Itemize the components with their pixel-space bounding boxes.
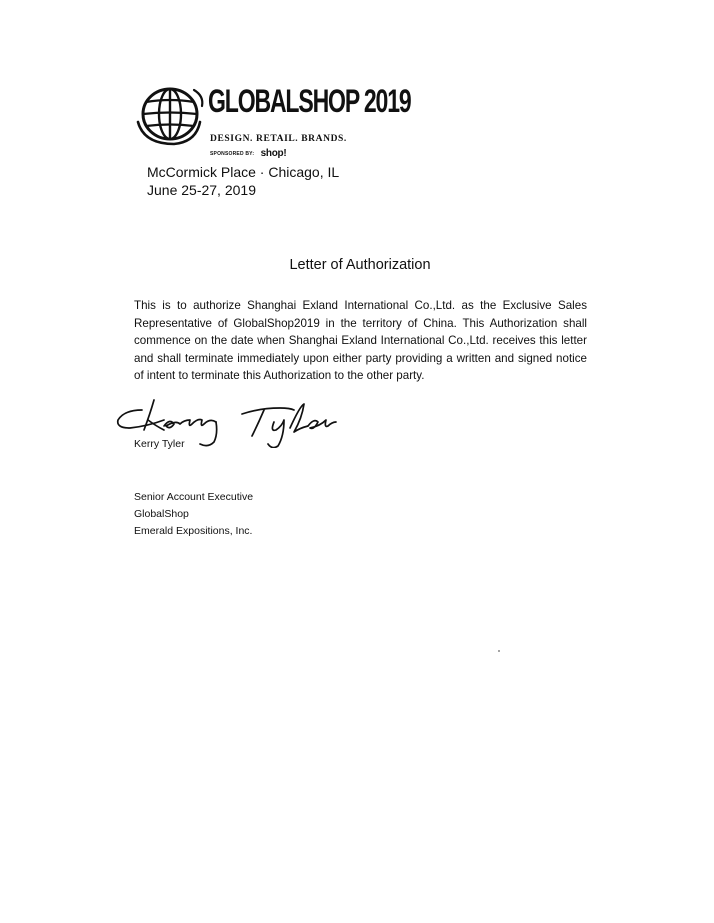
signer-department: GlobalShop	[134, 508, 189, 520]
letter-title: Letter of Authorization	[289, 257, 431, 273]
event-dates: June 25-27, 2019	[147, 182, 256, 198]
event-info	[147, 163, 339, 199]
globe-icon	[134, 78, 206, 150]
brand-tagline: DESIGN. RETAIL. BRANDS.	[210, 134, 347, 144]
signer-company: Emerald Expositions, Inc.	[134, 525, 253, 537]
brand-name: GLOBALSHOP 2019	[208, 83, 411, 119]
sponsor-name: shop!	[260, 148, 287, 159]
signer-position: Senior Account Executive	[134, 491, 254, 503]
signer-name-under-signature: Kerry Tyler	[134, 438, 185, 450]
globalshop-logo	[134, 74, 411, 164]
event-venue: McCormick Place · Chicago, IL	[147, 164, 340, 180]
scan-speck	[498, 650, 500, 652]
sponsor-line	[210, 148, 286, 160]
signature-block	[134, 489, 253, 540]
letter-body: This is to authorize Shanghai Exland International Co.,Ltd. as the Exclusive Sales Representative of GlobalShop2019 in the territory of China. This Authorization shall commence on the date when Shanghai Exland International Co.,Ltd. receives this letter and shall terminate immediately upon either party providing a written and signed notice of intent to terminate this Authorization to the other party.	[134, 299, 587, 382]
sponsor-label: SPONSORED BY:	[210, 151, 255, 157]
